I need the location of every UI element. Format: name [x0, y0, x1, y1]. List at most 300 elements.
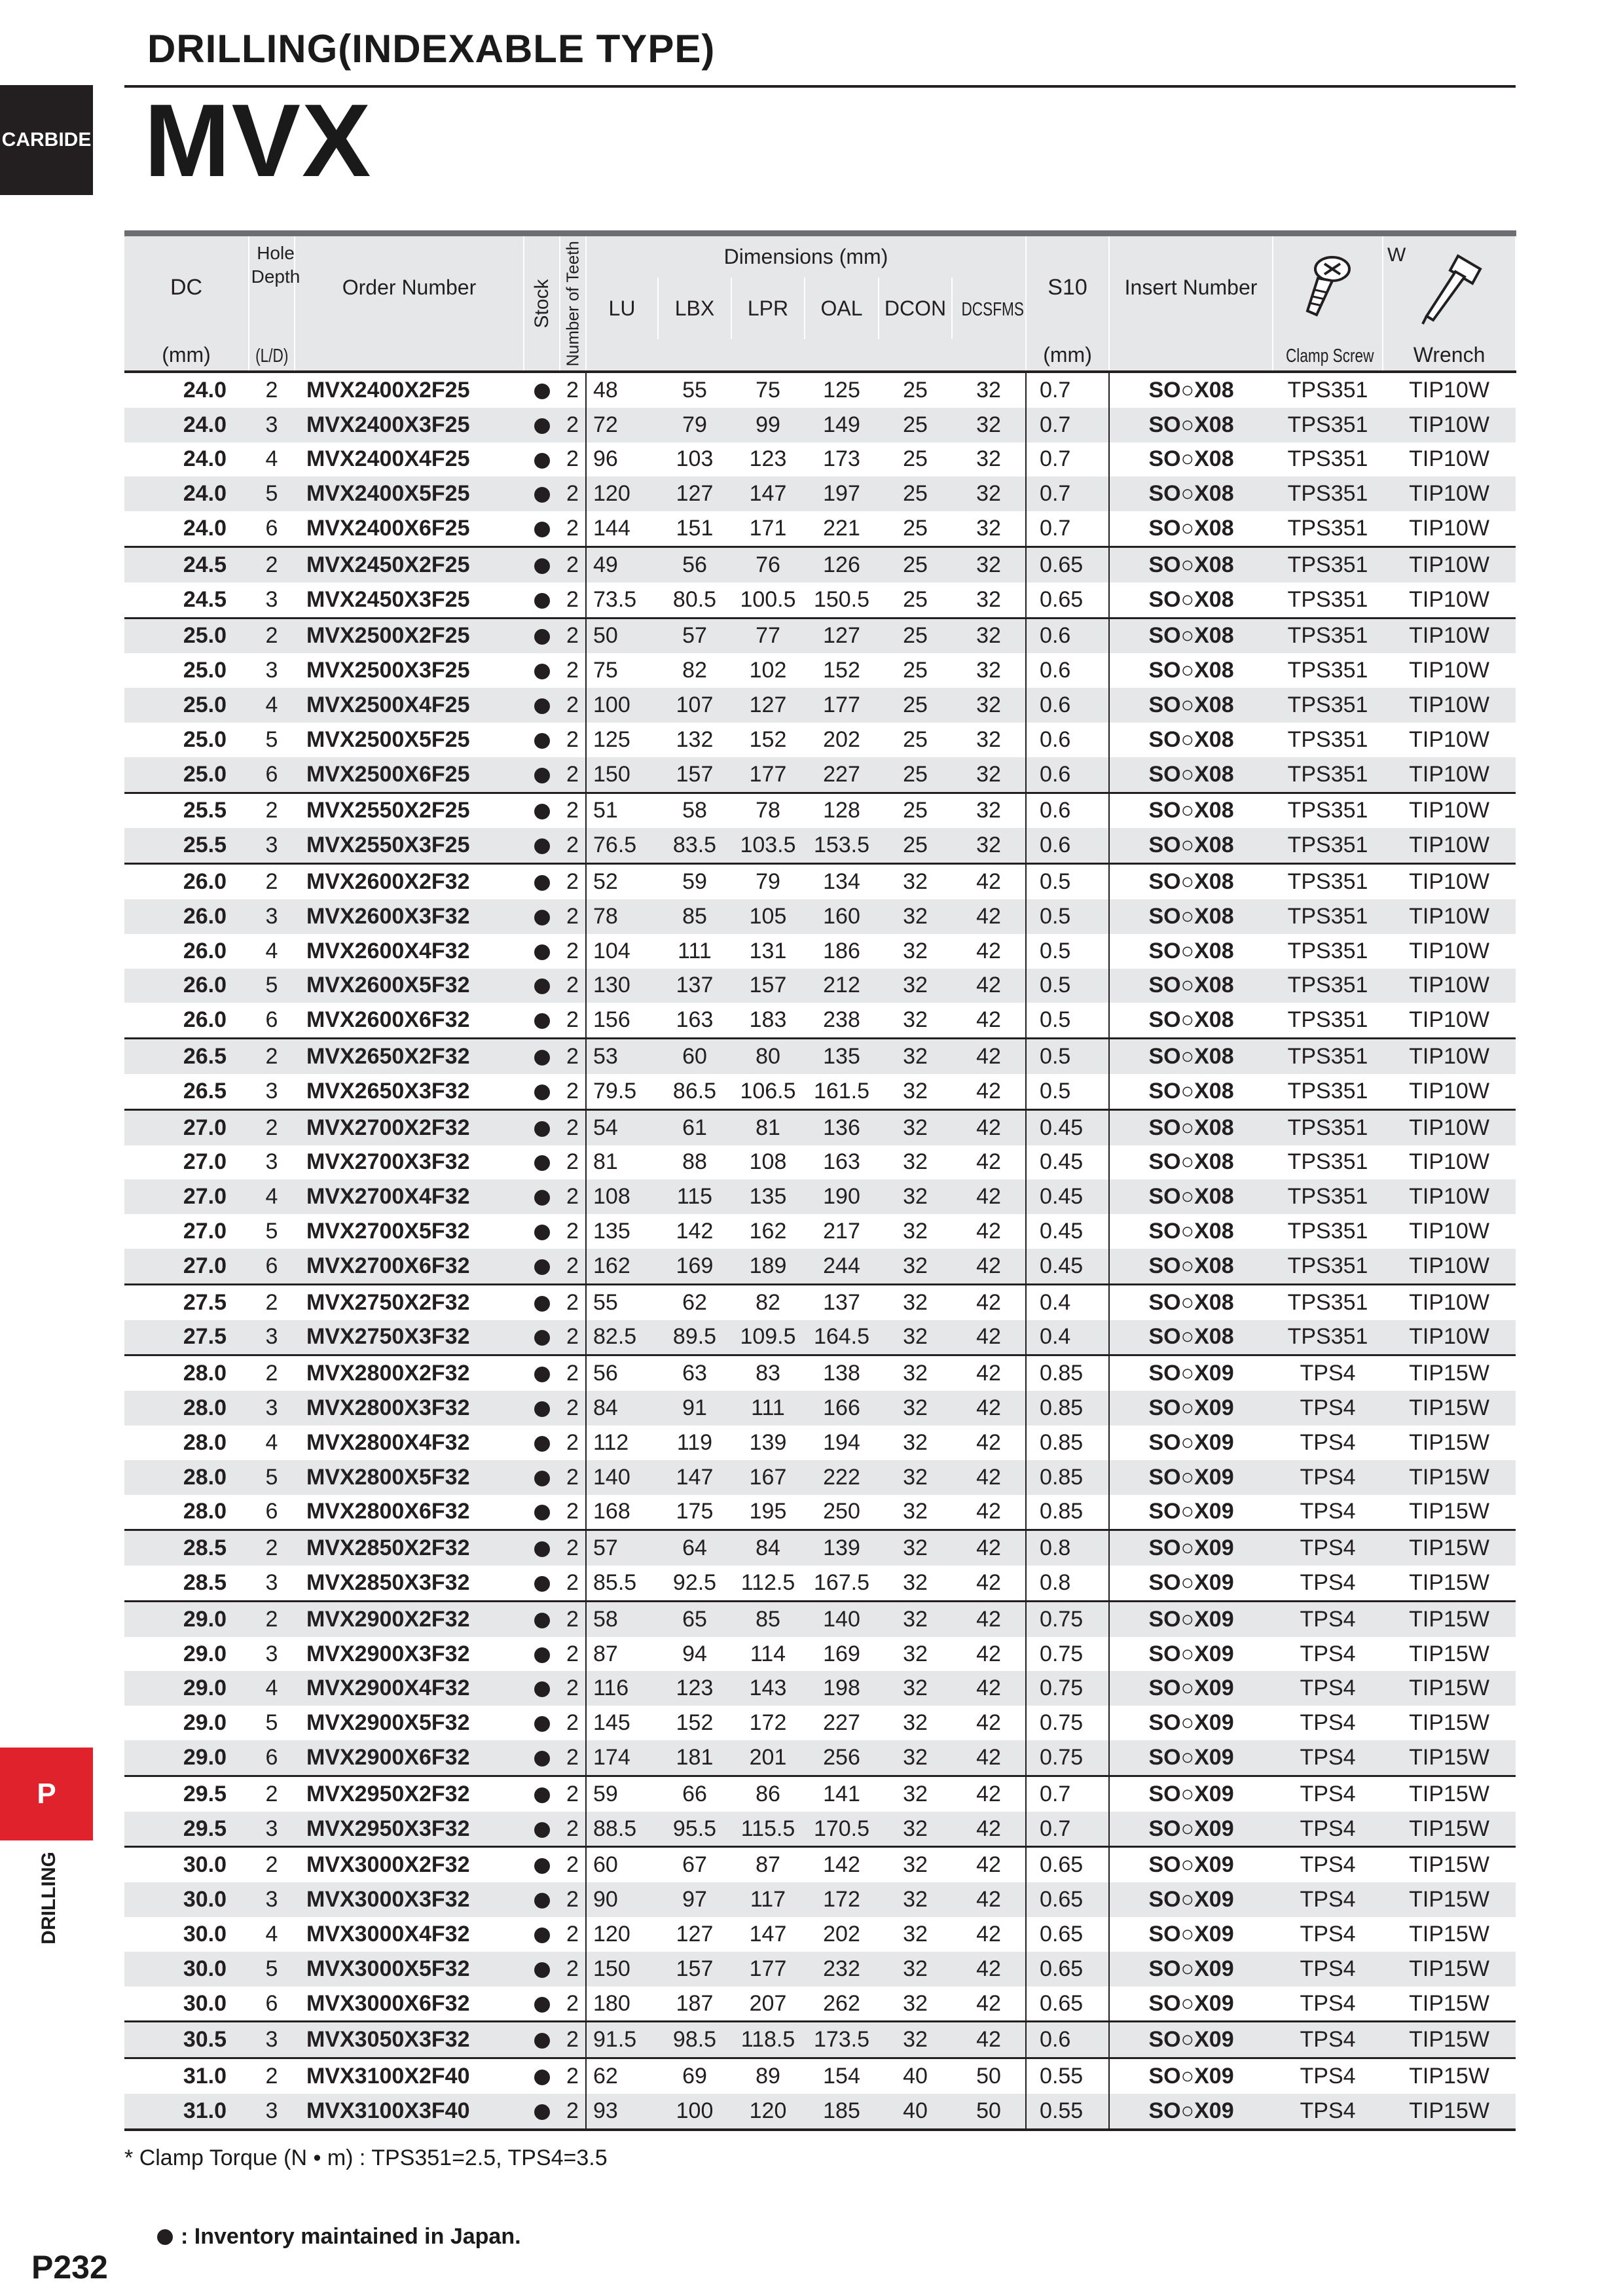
- dc-cell: 31.0: [124, 2094, 249, 2130]
- dc-cell: 30.5: [124, 2022, 249, 2058]
- order-number-cell: MVX2550X3F25: [295, 828, 524, 863]
- lbx-cell: 123: [658, 1671, 731, 1706]
- table-row: [124, 757, 1516, 793]
- dcon-cell: 25: [879, 688, 952, 723]
- clamp-screw-cell: TPS351: [1273, 688, 1383, 723]
- table-row: [124, 2058, 1516, 2094]
- order-number-cell: MVX2900X2F32: [295, 1601, 524, 1636]
- hole-depth-cell: 4: [265, 1921, 278, 1946]
- oal-cell: 185: [805, 2094, 879, 2130]
- table-row: [124, 408, 1516, 442]
- lbx-cell: 67: [658, 1847, 731, 1882]
- insert-number-cell: SO○X09: [1109, 1601, 1273, 1636]
- clamp-screw-cell: TPS351: [1287, 586, 1368, 612]
- lu-cell: 108: [586, 1179, 658, 1214]
- teeth-cell: 2: [566, 1078, 579, 1103]
- oal-cell: 135: [805, 1039, 879, 1074]
- dcon-cell: 32: [879, 1601, 952, 1636]
- oal-cell: 177: [805, 688, 879, 723]
- lu-cell: 78: [586, 899, 658, 934]
- clamp-screw-cell: TPS4: [1273, 1812, 1383, 1847]
- teeth-cell: 2: [560, 1391, 586, 1426]
- lbx-cell: 92.5: [672, 1570, 717, 1595]
- order-number-cell: MVX2400X6F25: [306, 516, 470, 541]
- hole-depth-cell: 5: [249, 476, 295, 511]
- wrench-cell: TIP10W: [1383, 828, 1516, 863]
- hole-depth-cell: 3: [265, 586, 278, 612]
- lu-cell: 87: [586, 1637, 658, 1672]
- stock-marker-icon: [534, 1121, 550, 1137]
- clamp-screw-cell: TPS4: [1273, 1740, 1383, 1776]
- lu-cell: 52: [586, 864, 658, 899]
- insert-number-cell: SO○X08: [1109, 1284, 1273, 1319]
- teeth-cell: 2: [560, 688, 586, 723]
- dcon-cell: 32: [879, 1671, 952, 1706]
- hole-depth-cell: 2: [249, 793, 295, 828]
- oal-cell: 152: [823, 658, 860, 683]
- order-number-cell: MVX2650X3F32: [306, 1078, 470, 1103]
- lpr-cell: 147: [731, 476, 805, 511]
- s10-cell: 0.5: [1026, 969, 1109, 1003]
- lpr-cell: 77: [731, 618, 805, 653]
- table-row: [124, 2094, 1516, 2130]
- lu-cell: 120: [586, 476, 658, 511]
- dc-cell: 27.0: [183, 1149, 227, 1175]
- lbx-cell: 187: [676, 1990, 714, 2016]
- lbx-cell: 88: [682, 1149, 707, 1175]
- clamp-screw-cell: TPS351: [1273, 1039, 1383, 1074]
- lbx-cell: 66: [658, 1776, 731, 1811]
- table-row: [124, 793, 1516, 828]
- dcsfms-cell: 42: [952, 1179, 1026, 1214]
- s10-cell: 0.65: [1026, 1952, 1109, 1986]
- lpr-cell: 207: [749, 1990, 787, 2016]
- wrench-cell: TIP15W: [1383, 1776, 1516, 1811]
- dcon-cell: 32: [879, 1530, 952, 1566]
- teeth-cell: 2: [566, 658, 579, 683]
- dc-cell: 27.0: [183, 1219, 227, 1244]
- table-row: [124, 1003, 1516, 1038]
- stock-cell: [524, 1812, 560, 1847]
- s10-cell: 0.5: [1026, 899, 1109, 934]
- dcsfms-cell: 42: [952, 1391, 1026, 1426]
- wrench-cell: TIP10W: [1383, 476, 1516, 511]
- stock-cell: [524, 2022, 560, 2058]
- lu-cell: 56: [586, 1355, 658, 1391]
- stock-marker-icon: [534, 384, 550, 399]
- hole-depth-cell: 3: [265, 1641, 278, 1666]
- dcsfms-cell: 32: [952, 547, 1026, 582]
- table-row: [124, 1986, 1516, 2022]
- table-row: [124, 1109, 1516, 1145]
- table-row: [124, 1530, 1516, 1566]
- clamp-screw-cell: TPS4: [1273, 2058, 1383, 2094]
- clamp-screw-cell: TPS4: [1300, 1990, 1356, 2016]
- insert-number-cell: SO○X08: [1109, 476, 1273, 511]
- s10-cell: 0.5: [1026, 1074, 1109, 1109]
- dcon-cell: 32: [903, 1219, 928, 1244]
- oal-cell: 212: [805, 969, 879, 1003]
- s10-cell: 0.5: [1026, 934, 1109, 969]
- dcsfms-cell: 50: [952, 2058, 1026, 2094]
- stock-cell: [524, 372, 560, 408]
- clamp-screw-cell: TPS351: [1287, 938, 1368, 963]
- s10-cell: 0.65: [1026, 583, 1109, 618]
- order-number-cell: MVX2900X5F32: [306, 1710, 470, 1736]
- oal-cell: 202: [823, 1921, 860, 1946]
- wrench-cell: TIP10W: [1383, 864, 1516, 899]
- stock-marker-icon: [534, 1613, 550, 1628]
- dcon-cell: 32: [879, 2022, 952, 2058]
- lpr-header: LPR: [731, 278, 805, 339]
- hole-depth-cell: 2: [249, 1109, 295, 1145]
- lu-cell: 57: [586, 1530, 658, 1566]
- stock-marker-icon: [534, 1330, 550, 1346]
- wrench-cell: TIP10W: [1409, 938, 1489, 963]
- dimensions-unit-row: [586, 339, 1026, 372]
- dc-cell: 26.0: [124, 969, 249, 1003]
- teeth-cell: 2: [566, 1921, 579, 1946]
- lpr-cell: 109.5: [731, 1320, 805, 1355]
- stock-cell: [524, 1003, 560, 1038]
- lu-cell: 120: [586, 1917, 658, 1952]
- stock-marker-icon: [534, 1647, 550, 1663]
- dcsfms-cell: 42: [952, 1952, 1026, 1986]
- lpr-cell: 102: [749, 658, 787, 683]
- stock-cell: [524, 1039, 560, 1074]
- stock-marker-icon: [534, 1190, 550, 1206]
- order-number-cell: MVX3050X3F32: [295, 2022, 524, 2058]
- lbx-cell: 79: [658, 408, 731, 442]
- order-number-cell: MVX2650X2F32: [295, 1039, 524, 1074]
- clamp-screw-cell: TPS4: [1273, 1671, 1383, 1706]
- hole-depth-cell: 2: [249, 1530, 295, 1566]
- dc-cell: 28.5: [124, 1530, 249, 1566]
- dc-cell: 25.0: [183, 726, 227, 752]
- stock-cell: [524, 1426, 560, 1460]
- oal-cell: 161.5: [813, 1078, 870, 1103]
- teeth-cell: 2: [566, 586, 579, 612]
- clamp-screw-cell: TPS351: [1273, 757, 1383, 793]
- stock-cell: [524, 1847, 560, 1882]
- oal-cell: 160: [805, 899, 879, 934]
- drilling-side-label: DRILLING: [38, 1852, 60, 1945]
- lbx-cell: 62: [658, 1284, 731, 1319]
- stock-marker-icon: [534, 558, 550, 574]
- stock-marker-icon: [534, 875, 550, 891]
- lu-cell: 88.5: [586, 1812, 658, 1847]
- dc-cell: 26.0: [183, 1007, 227, 1033]
- wrench-cell: TIP10W: [1383, 793, 1516, 828]
- wrench-cell: TIP10W: [1409, 658, 1489, 683]
- wrench-cell: TIP10W: [1409, 586, 1489, 612]
- insert-number-cell: SO○X09: [1109, 1812, 1273, 1847]
- oal-cell: 140: [805, 1601, 879, 1636]
- hole-depth-cell: 5: [249, 969, 295, 1003]
- dc-cell: 24.5: [183, 586, 227, 612]
- lu-cell: 130: [586, 969, 658, 1003]
- stock-cell: [524, 1952, 560, 1986]
- order-number-cell: MVX2800X3F32: [295, 1391, 524, 1426]
- dcon-cell: 32: [879, 1284, 952, 1319]
- oal-cell: 136: [805, 1109, 879, 1145]
- dcsfms-cell: 42: [952, 1320, 1026, 1355]
- lu-cell: 60: [586, 1847, 658, 1882]
- stock-marker-icon: [534, 1085, 550, 1100]
- lpr-cell: 75: [756, 377, 780, 403]
- insert-number-cell: SO○X08: [1109, 688, 1273, 723]
- clamp-torque-text: Clamp Torque (N • m) : TPS351=2.5, TPS4=3.5: [139, 2145, 608, 2170]
- dc-cell: 24.0: [183, 516, 227, 541]
- lu-cell: 144: [586, 511, 658, 547]
- hole-depth-header: Hole Depth: [249, 234, 295, 340]
- teeth-cell: 2: [566, 938, 579, 963]
- hole-depth-cell: 6: [265, 516, 278, 541]
- lbx-cell: 97: [658, 1882, 731, 1917]
- spec-table: [124, 230, 1516, 2131]
- lpr-cell: 131: [749, 938, 787, 963]
- teeth-cell: 2: [566, 1219, 579, 1244]
- oal-cell: 154: [805, 2058, 879, 2094]
- lpr-cell: 106.5: [740, 1078, 796, 1103]
- footnote-marker: *: [124, 2145, 134, 2170]
- insert-number-cell: SO○X09: [1109, 1776, 1273, 1811]
- teeth-cell: 2: [566, 1710, 579, 1736]
- dc-cell: 29.0: [124, 1671, 249, 1706]
- hole-depth-cell: 2: [249, 1601, 295, 1636]
- s10-cell: 0.45: [1026, 1145, 1109, 1180]
- lu-cell: 49: [586, 547, 658, 582]
- clamp-screw-cell: TPS351: [1273, 1249, 1383, 1284]
- dcon-cell: 32: [879, 1039, 952, 1074]
- order-number-cell: MVX3000X3F32: [295, 1882, 524, 1917]
- wrench-cell: TIP10W: [1409, 1078, 1489, 1103]
- order-number-cell: MVX2400X2F25: [306, 377, 470, 403]
- teeth-cell: 2: [566, 1499, 579, 1524]
- s10-cell: 0.6: [1026, 828, 1109, 863]
- dcsfms-cell: 42: [976, 1149, 1001, 1175]
- lu-cell: 162: [586, 1249, 658, 1284]
- s10-cell: 0.75: [1026, 1601, 1109, 1636]
- stock-cell: [524, 2058, 560, 2094]
- lu-cell: 104: [586, 934, 658, 969]
- s10-cell: 0.75: [1026, 1671, 1109, 1706]
- teeth-cell: 2: [566, 1429, 579, 1455]
- stock-marker-icon: [534, 804, 550, 819]
- lu-cell: 54: [586, 1109, 658, 1145]
- stock-cell: [524, 793, 560, 828]
- dcon-cell: 32: [903, 938, 928, 963]
- teeth-cell: 2: [566, 1007, 579, 1033]
- dcon-cell: 25: [879, 476, 952, 511]
- clamp-screw-cell: TPS351: [1273, 969, 1383, 1003]
- wrench-cell: TIP10W: [1409, 1007, 1489, 1033]
- dcon-cell: 25: [879, 828, 952, 863]
- teeth-cell: 2: [566, 1641, 579, 1666]
- hole-depth-cell: 2: [249, 1847, 295, 1882]
- order-number-header: Order Number: [295, 234, 524, 340]
- stock-cell: [524, 1637, 560, 1672]
- order-number-cell: MVX2700X3F32: [306, 1149, 470, 1175]
- lbx-cell: 107: [658, 688, 731, 723]
- hole-depth-cell: 6: [249, 1249, 295, 1284]
- stock-cell: [524, 1460, 560, 1495]
- table-row: [124, 1391, 1516, 1426]
- dc-cell: 29.5: [124, 1812, 249, 1847]
- wrench-cell: TIP15W: [1409, 1990, 1489, 2016]
- teeth-cell: 2: [560, 899, 586, 934]
- wrench-cell: TIP15W: [1383, 1530, 1516, 1566]
- wrench-cell: TIP10W: [1383, 757, 1516, 793]
- stock-marker-icon: [534, 1681, 550, 1697]
- lbx-cell: 152: [676, 1710, 714, 1736]
- dc-cell: 27.0: [124, 1179, 249, 1214]
- insert-number-cell: SO○X09: [1109, 1952, 1273, 1986]
- stock-cell: [524, 828, 560, 863]
- dcon-cell: 40: [879, 2094, 952, 2130]
- hole-depth-cell: 4: [249, 688, 295, 723]
- dcon-cell: 32: [903, 1921, 928, 1946]
- s10-cell: 0.75: [1026, 1706, 1109, 1740]
- wrench-cell: TIP15W: [1383, 1847, 1516, 1882]
- hole-depth-cell: 5: [249, 1460, 295, 1495]
- hole-depth-cell: 2: [249, 2058, 295, 2094]
- table-row: [124, 1426, 1516, 1460]
- stock-cell: [524, 1320, 560, 1355]
- dcon-cell: 32: [879, 1952, 952, 1986]
- wrench-cell: TIP15W: [1409, 1499, 1489, 1524]
- insert-number-cell: SO○X08: [1109, 1039, 1273, 1074]
- table-row: [124, 1740, 1516, 1776]
- lpr-cell: 105: [731, 899, 805, 934]
- hole-depth-cell: 4: [249, 1671, 295, 1706]
- stock-marker-icon: [534, 1822, 550, 1838]
- clamp-screw-icon: [1273, 234, 1383, 340]
- wrench-cell: TIP10W: [1383, 1284, 1516, 1319]
- lbx-cell: 80.5: [672, 586, 717, 612]
- dc-cell: 27.5: [124, 1320, 249, 1355]
- dc-cell: 30.0: [124, 1882, 249, 1917]
- stock-cell: [524, 1706, 560, 1740]
- stock-cell: [524, 723, 560, 757]
- lpr-cell: 167: [731, 1460, 805, 1495]
- lpr-cell: 127: [731, 688, 805, 723]
- lu-cell: 174: [586, 1740, 658, 1776]
- dcsfms-cell: 42: [976, 938, 1001, 963]
- insert-number-cell: SO○X08: [1109, 1074, 1273, 1109]
- table-row: [124, 1566, 1516, 1601]
- lbx-cell: 98.5: [658, 2022, 731, 2058]
- clamp-screw-cell: TPS351: [1273, 864, 1383, 899]
- oal-cell: 227: [823, 1710, 860, 1736]
- wrench-cell: TIP15W: [1383, 1355, 1516, 1391]
- dcon-cell: 32: [903, 1990, 928, 2016]
- stock-cell: [524, 442, 560, 477]
- dcsfms-cell: 42: [952, 899, 1026, 934]
- teeth-cell: 2: [566, 516, 579, 541]
- teeth-cell: 2: [560, 1601, 586, 1636]
- wrench-cell: TIP15W: [1409, 1429, 1489, 1455]
- clamp-screw-cell: TPS4: [1300, 1921, 1356, 1946]
- wrench-cell: TIP15W: [1383, 1601, 1516, 1636]
- dcon-cell: 32: [879, 1740, 952, 1776]
- order-number-cell: MVX2750X3F32: [295, 1320, 524, 1355]
- hole-depth-cell: 3: [265, 1570, 278, 1595]
- lbx-cell: 85: [658, 899, 731, 934]
- oal-cell: 217: [823, 1219, 860, 1244]
- dc-cell: 24.0: [183, 446, 227, 472]
- insert-number-cell: SO○X09: [1109, 1917, 1273, 1952]
- dcsfms-cell: 42: [952, 1249, 1026, 1284]
- page-title: MVX: [144, 83, 373, 198]
- table-row: [124, 1355, 1516, 1391]
- dcsfms-cell: 32: [952, 688, 1026, 723]
- stock-cell: [524, 1145, 560, 1180]
- hole-depth-cell: 5: [265, 1710, 278, 1736]
- oal-cell: 222: [805, 1460, 879, 1495]
- lbx-cell: 89.5: [658, 1320, 731, 1355]
- table-row: [124, 547, 1516, 582]
- stock-cell: [524, 1566, 560, 1601]
- lu-cell: 135: [586, 1214, 658, 1249]
- wrench-cell: TIP15W: [1383, 1460, 1516, 1495]
- order-number-cell: MVX2500X5F25: [306, 726, 470, 752]
- s10-cell: 0.7: [1026, 476, 1109, 511]
- dcsfms-cell: 32: [976, 658, 1001, 683]
- dcsfms-header: DCSFMS: [952, 278, 1026, 339]
- stock-cell: [524, 1355, 560, 1391]
- hole-depth-cell: 3: [265, 1149, 278, 1175]
- order-number-cell: MVX2600X6F32: [306, 1007, 470, 1033]
- lpr-cell: 139: [749, 1429, 787, 1455]
- lbx-cell: 137: [658, 969, 731, 1003]
- teeth-cell: 2: [560, 1776, 586, 1811]
- stock-marker-icon: [534, 1751, 550, 1767]
- table-row: [124, 1952, 1516, 1986]
- s10-cell: 0.45: [1026, 1249, 1109, 1284]
- s10-cell: 0.7: [1026, 442, 1109, 477]
- stock-cell: [524, 1214, 560, 1249]
- teeth-cell: 2: [560, 1109, 586, 1145]
- order-number-cell: MVX2600X3F32: [295, 899, 524, 934]
- s10-cell: 0.85: [1026, 1391, 1109, 1426]
- order-number-cell: MVX2550X2F25: [295, 793, 524, 828]
- stock-marker-icon: [534, 2104, 550, 2120]
- lu-cell: 85.5: [586, 1566, 658, 1601]
- s10-cell: 0.6: [1026, 723, 1109, 757]
- s10-cell: 0.85: [1026, 1426, 1109, 1460]
- clamp-screw-cell: TPS4: [1273, 1391, 1383, 1426]
- dc-cell: 24.0: [124, 408, 249, 442]
- table-row: [124, 583, 1516, 618]
- insert-number-cell: SO○X09: [1109, 2022, 1273, 2058]
- wrench-cell: TIP15W: [1383, 1391, 1516, 1426]
- clamp-screw-cell: TPS351: [1273, 1179, 1383, 1214]
- lbx-cell: 157: [658, 1952, 731, 1986]
- clamp-screw-cell: TPS351: [1273, 476, 1383, 511]
- oal-cell: 173: [823, 446, 860, 472]
- lpr-cell: 189: [731, 1249, 805, 1284]
- dcon-cell: 25: [903, 516, 928, 541]
- insert-number-cell: SO○X08: [1109, 1179, 1273, 1214]
- table-row: [124, 618, 1516, 653]
- dcon-cell: 25: [903, 377, 928, 403]
- teeth-cell: 2: [560, 1952, 586, 1986]
- s10-cell: 0.65: [1026, 547, 1109, 582]
- stock-cell: [524, 476, 560, 511]
- stock-cell: [524, 583, 560, 618]
- insert-number-cell: SO○X09: [1109, 1495, 1273, 1530]
